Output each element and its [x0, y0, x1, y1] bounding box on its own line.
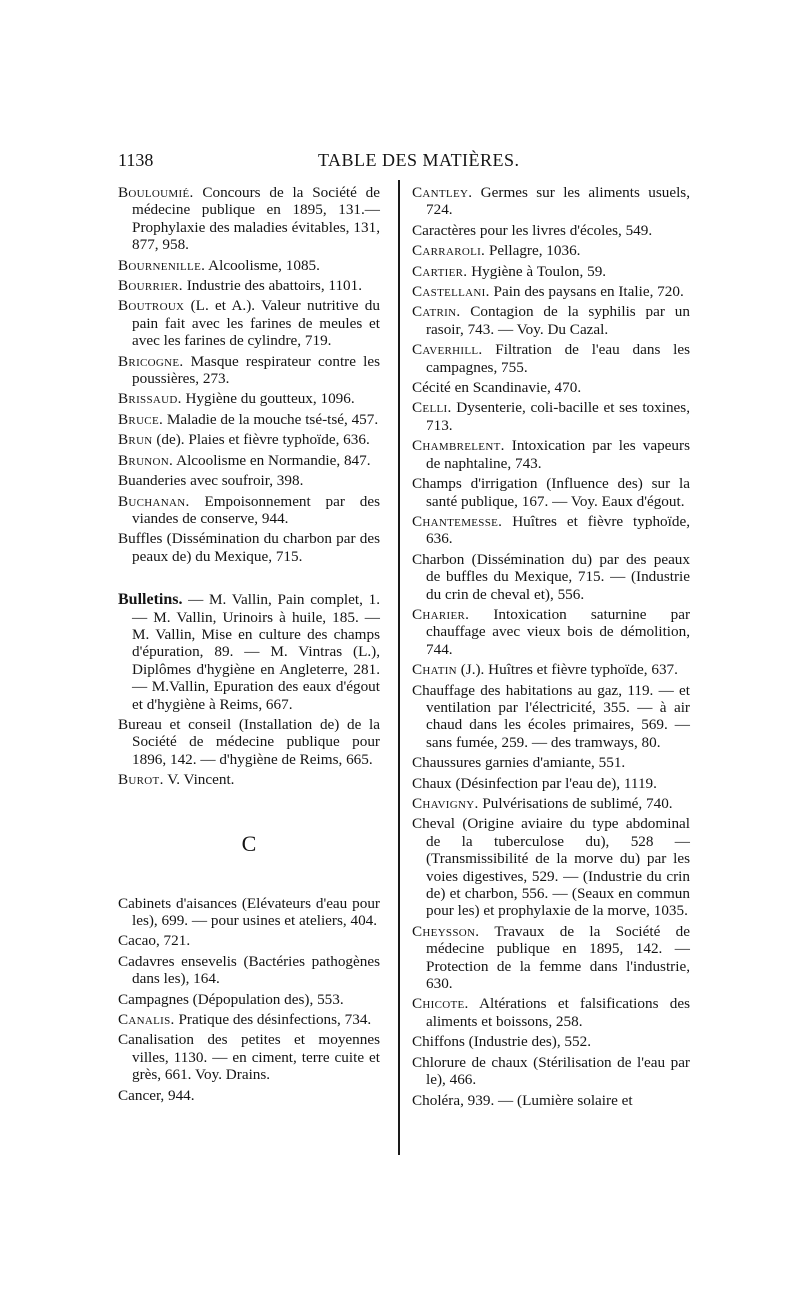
index-entry	[118, 472, 380, 489]
entry-text: Charbon (Dissémination du) par des peaux de buffles du Mexique, 715. — (Industrie du crin de cheval et), 556.	[412, 550, 690, 603]
index-entry	[118, 411, 380, 428]
index-entry	[118, 184, 380, 254]
entry-author: Brun	[118, 431, 153, 449]
entry-text: Germes sur les aliments usuels, 724.	[426, 184, 690, 219]
entry-text: Caractères pour les livres d'écoles, 549.	[412, 221, 653, 239]
bulletins-text: — M. Vallin, Pain complet, 1. — M. Vallin, Urinoirs à huile, 185. — M. Vallin, Mise en culture des champs d'épuration, 89. — M. Vintras (L.), Diplômes d'hygiène en Angleterre, 281. — M.Vallin, Epuration des eaux d'égout et d'hygiène à Reims, 667.	[132, 591, 380, 713]
index-entry	[412, 242, 690, 259]
entry-text: Hygiène à Toulon, 59.	[467, 262, 607, 280]
index-entry	[412, 303, 690, 338]
index-entry	[412, 263, 690, 280]
entry-text: Chaussures garnies d'amiante, 551.	[412, 754, 626, 772]
entry-text: Pulvérisations de sublimé, 740.	[478, 795, 673, 812]
entry-text: Alcoolisme, 1085.	[205, 256, 320, 274]
entry-text: Cadavres ensevelis (Bactéries pathogènes dans les), 164.	[118, 952, 380, 988]
entry-text: (de). Plaies et fièvre typhoïde, 636.	[152, 431, 370, 449]
entry-text: Intoxication par les vapeurs de naphtaline, 743.	[426, 437, 690, 472]
entry-text: Pratique des désinfections, 734.	[174, 1011, 372, 1029]
entry-author: Canalis.	[118, 1011, 175, 1029]
entry-author: Cheysson.	[412, 922, 480, 940]
index-entry	[118, 716, 380, 768]
entry-text: (J.). Huîtres et fièvre typhoïde, 637.	[456, 661, 678, 679]
entry-author: Cartier.	[412, 262, 468, 280]
index-entry	[412, 379, 690, 396]
entry-text: Bureau et conseil (Installation de) de la Société de médecine publique pour 1896, 142. — d'hygiène de Reims, 665.	[118, 715, 380, 768]
entry-author: Castellani.	[412, 283, 490, 301]
entry-author: Chambrelent.	[412, 437, 505, 455]
entry-text: Buffles (Dissémination du charbon par des peaux de) du Mexique, 715.	[118, 530, 380, 565]
entry-text: Contagion de la syphilis par un rasoir, 743. — Voy. Du Cazal.	[426, 303, 690, 338]
index-entry	[412, 184, 690, 219]
left-column	[118, 184, 380, 1107]
bulletins-entry	[118, 591, 380, 713]
entry-author: Celli.	[412, 399, 452, 417]
index-entry	[118, 991, 380, 1008]
entry-text: Travaux de la Société de médecine publique en 1895, 142. — Protection de la femme dans l'industrie, 630.	[426, 922, 690, 993]
entry-author: Chavigny.	[412, 795, 479, 812]
entry-text: Cécité en Scandinavie, 470.	[412, 379, 582, 397]
entry-author: Boutroux	[118, 297, 185, 315]
entry-author: Bruce.	[118, 410, 164, 428]
index-entry	[118, 452, 380, 469]
entry-author: Chicote.	[412, 995, 469, 1013]
entry-text: Cancer, 944.	[118, 1086, 195, 1104]
entry-author: Bourrier.	[118, 277, 183, 295]
index-entry	[412, 606, 690, 658]
bulletins-heading: Bulletins.	[118, 591, 183, 609]
index-entry	[412, 1033, 690, 1050]
index-entry	[412, 551, 690, 603]
entry-text: Chlorure de chaux (Stérilisation de l'eau par le), 466.	[412, 1053, 690, 1089]
index-entry	[118, 431, 380, 448]
page-number: 1138	[118, 150, 154, 170]
entry-text: Cheval (Origine aviaire du type abdominal de la tuberculose du), 528 — (Transmissibilité de la morve du) par les voies digestives, 529. — (Industrie du crin de) et charbon, 556. — (Seaux en commun pour les) et prophylaxie de la morve, 1035.	[412, 815, 690, 920]
entry-text: Pellagre, 1036.	[485, 242, 581, 260]
entry-text: Filtration de l'eau dans les campagnes, 755.	[426, 341, 690, 376]
entry-text: Altérations et falsifications des aliments et boissons, 258.	[426, 995, 690, 1030]
index-entry	[118, 353, 380, 388]
index-entry	[118, 257, 380, 274]
index-entry	[412, 341, 690, 376]
entry-text: Champs d'irrigation (Influence des) sur la santé publique, 167. — Voy. Eaux d'égout.	[412, 475, 690, 510]
entry-author: Bouloumié.	[118, 184, 194, 201]
entry-text: Industrie des abattoirs, 1101.	[182, 277, 363, 295]
entry-text: Alcoolisme en Normandie, 847.	[173, 451, 371, 469]
index-entry	[118, 895, 380, 930]
entry-author: Caverhill.	[412, 341, 483, 359]
entry-text: Maladie de la mouche tsé-tsé, 457.	[163, 410, 379, 428]
index-entry	[118, 530, 380, 565]
entry-author: Carraroli.	[412, 242, 486, 260]
entry-text: Huîtres et fièvre typhoïde, 636.	[426, 512, 690, 548]
index-entry	[118, 1011, 380, 1028]
entry-text: Dysenterie, coli-bacille et ses toxines, 713.	[426, 399, 690, 434]
entry-text: Canalisation des petites et moyennes villes, 1130. — en ciment, terre cuite et grès, 661. Voy. Drains.	[118, 1031, 380, 1084]
entry-text: Cabinets d'aisances (Elévateurs d'eau pour les), 699. — pour usines et ateliers, 404.	[118, 894, 380, 929]
entries-c-group	[118, 895, 380, 1104]
index-entry	[412, 795, 690, 812]
entry-text: Concours de la Société de médecine publique en 1895, 131.—Prophylaxie des maladies évitables, 131, 877, 958.	[132, 184, 380, 254]
entry-text: Hygiène du goutteux, 1096.	[181, 390, 355, 408]
index-entry	[118, 771, 380, 788]
index-entry	[412, 815, 690, 919]
entry-text: (L. et A.). Valeur nutritive du pain fait avec les farines de meules et avec les farines de cylindre, 719.	[132, 297, 380, 350]
index-entry	[412, 283, 690, 300]
index-entry	[412, 995, 690, 1030]
entry-author: Bournenille.	[118, 256, 206, 274]
entry-author: Chatin	[412, 661, 457, 679]
index-entry	[412, 475, 690, 510]
column-divider	[398, 180, 400, 1155]
entry-text: Empoisonnement par des viandes de conserve, 944.	[132, 492, 380, 527]
index-entry	[118, 493, 380, 528]
entry-text: V. Vincent.	[163, 771, 235, 789]
entries-bureau-group	[118, 716, 380, 789]
entry-text: Masque respirateur contre les poussières, 273.	[132, 352, 380, 388]
index-entry	[118, 1087, 380, 1104]
index-entry	[412, 775, 690, 792]
entry-text: Campagnes (Dépopulation des), 553.	[118, 990, 344, 1008]
entry-text: Buanderies avec soufroir, 398.	[118, 472, 304, 490]
entries-b-group	[118, 184, 380, 565]
index-entry	[118, 277, 380, 294]
entry-author: Cantley.	[412, 184, 473, 201]
entry-text: Chauffage des habitations au gaz, 119. — et ventilation par l'électricité, 355. — à air chaud dans les écoles primaires, 569. — sans fumée, 259. — des tramways, 80.	[412, 681, 690, 751]
index-entry	[412, 923, 690, 993]
entry-text: Choléra, 939. — (Lumière solaire et	[412, 1091, 633, 1109]
index-entry	[412, 754, 690, 771]
page-header	[118, 150, 688, 172]
section-letter: C	[241, 830, 257, 856]
running-title: TABLE DES MATIÈRES.	[318, 150, 520, 170]
entry-text: Chiffons (Industrie des), 552.	[412, 1033, 591, 1051]
index-entry	[118, 1031, 380, 1083]
entry-author: Bricogne.	[118, 352, 184, 370]
entry-author: Buchanan.	[118, 492, 190, 510]
index-entry	[412, 222, 690, 239]
index-entry	[412, 513, 690, 548]
entry-author: Brunon.	[118, 451, 174, 469]
entry-text: Chaux (Désinfection par l'eau de), 1119.	[412, 774, 657, 792]
index-entry	[412, 661, 690, 678]
index-entry	[118, 297, 380, 349]
index-entry	[118, 390, 380, 407]
index-entry	[118, 953, 380, 988]
index-entry	[412, 437, 690, 472]
index-entry	[412, 1092, 690, 1109]
index-entry	[412, 682, 690, 752]
entry-author: Chantemesse.	[412, 512, 503, 530]
index-entry	[412, 1054, 690, 1089]
entries-right-group	[412, 184, 690, 1109]
entry-text: Intoxication saturnine par chauffage avec vieux bois de démolition, 744.	[426, 605, 690, 658]
index-entry	[412, 399, 690, 434]
index-entry	[118, 932, 380, 949]
entry-text: Pain des paysans en Italie, 720.	[489, 283, 684, 301]
entry-author: Burot.	[118, 771, 164, 789]
entry-author: Brissaud.	[118, 390, 182, 408]
entry-author: Catrin.	[412, 303, 461, 321]
entry-author: Charier.	[412, 605, 470, 623]
right-column	[412, 184, 690, 1112]
entry-text: Cacao, 721.	[118, 932, 191, 950]
